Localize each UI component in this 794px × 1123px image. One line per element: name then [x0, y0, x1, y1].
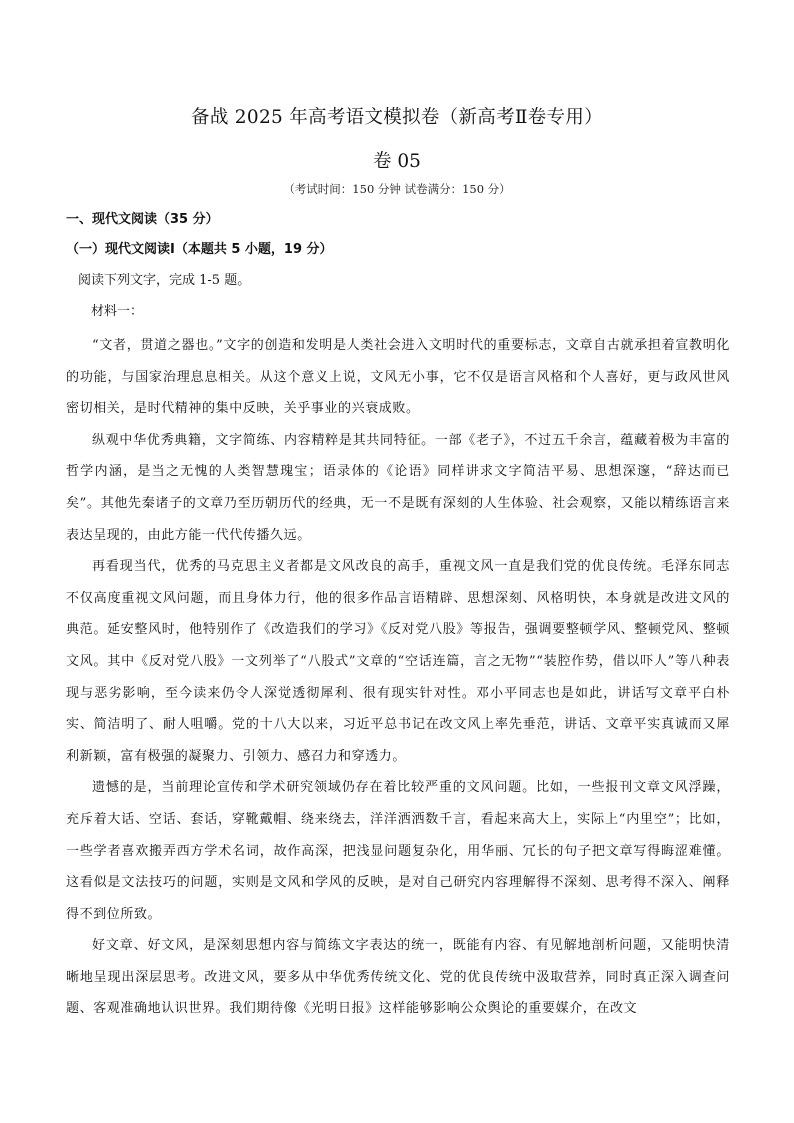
material-label: 材料一： — [91, 304, 144, 319]
paragraph: 遗憾的是，当前理论宣传和学术研究领域仍存在着比较严重的文风问题。比如，一些报刊文章文风浮躁，充斥着大话、空话、套话，穿靴戴帽、绕来绕去，洋洋洒洒数千言，看起来高大上，实际上“内里空”；比如，一些学者喜欢搬弄西方学术名词，故作高深，把浅显问题复杂化，用华丽、冗长的句子把文章写得晦涩难懂。这看似是文法技巧的问题，实则是文风和学风的反映，是对自己研究内容理解得不深刻、思考得不深入、阐释得不到位所致。 — [66, 780, 730, 922]
exam-meta: （考试时间：150 分钟 试卷满分：150 分） — [283, 182, 511, 196]
paragraph: 好文章、好文风，是深刻思想内容与简练文字表达的统一，既能有内容、有见解地剖析问题，又能明快清晰地呈现出深层思考。改进文风，要多从中华优秀传统文化、党的优良传统中汲取营养，同时真正深入调查问题、客观准确地认识世界。我们期待像《光明日报》这样能够影响公众舆论的重要媒介，在改文 — [66, 938, 730, 1017]
exam-title: 备战 2025 年高考语文模拟卷（新高考Ⅱ卷专用） — [191, 107, 603, 128]
section-heading: 一、现代文阅读（35 分） — [66, 212, 219, 227]
paragraph: “文者，贯道之器也。”文字的创造和发明是人类社会进入文明时代的重要标志，文章自古就承担着宣教明化的功能，与国家治理息息相关。从这个意义上说，文风无小事，它不仅是语言风格和个人喜好，更与政风世风密切相关，是时代精神的集中反映，关乎事业的兴衰成败。 — [66, 338, 730, 417]
reading-instruction: 阅读下列文字，完成 1-5 题。 — [78, 273, 251, 288]
article-body — [66, 330, 730, 1025]
paragraph: 再看现当代，优秀的马克思主义者都是文风改良的高手，重视文风一直是我们党的优良传统。毛泽东同志不仅高度重视文风问题，而且身体力行，他的很多作品言语精辟、思想深刻、风格明快，本身就是改进文风的典范。延安整风时，他特别作了《改造我们的学习》《反对党八股》等报告，强调要整顿学风、整顿党风、整顿文风。其中《反对党八股》一文列举了“八股式”文章的“空话连篇，言之无物”“装腔作势，借以吓人”等八种表现与恶劣影响，至今读来仍令人深觉透彻犀利、很有现实针对性。邓小平同志也是如此，讲话写文章平白朴实、简洁明了、耐人咀嚼。党的十八大以来，习近平总书记在改文风上率先垂范，讲话、文章平实真诚而又犀利新颖，富有极强的凝聚力、引领力、感召力和穿透力。 — [66, 559, 730, 764]
section-subheading: （一）现代文阅读Ⅰ（本题共 5 小题，19 分） — [66, 242, 333, 257]
paragraph: 纵观中华优秀典籍，文字简练、内容精粹是其共同特征。一部《老子》，不过五千余言，蕴藏着极为丰富的哲学内涵，是当之无愧的人类智慧瑰宝；语录体的《论语》同样讲求文字简洁平易、思想深邃，“辞达而已矣”。其他先秦诸子的文章乃至历朝历代的经典，无一不是既有深刻的人生体验、社会观察，又能以精练语言来表达呈现的，由此方能一代代传播久远。 — [66, 432, 730, 543]
exam-volume: 卷 05 — [373, 151, 421, 172]
